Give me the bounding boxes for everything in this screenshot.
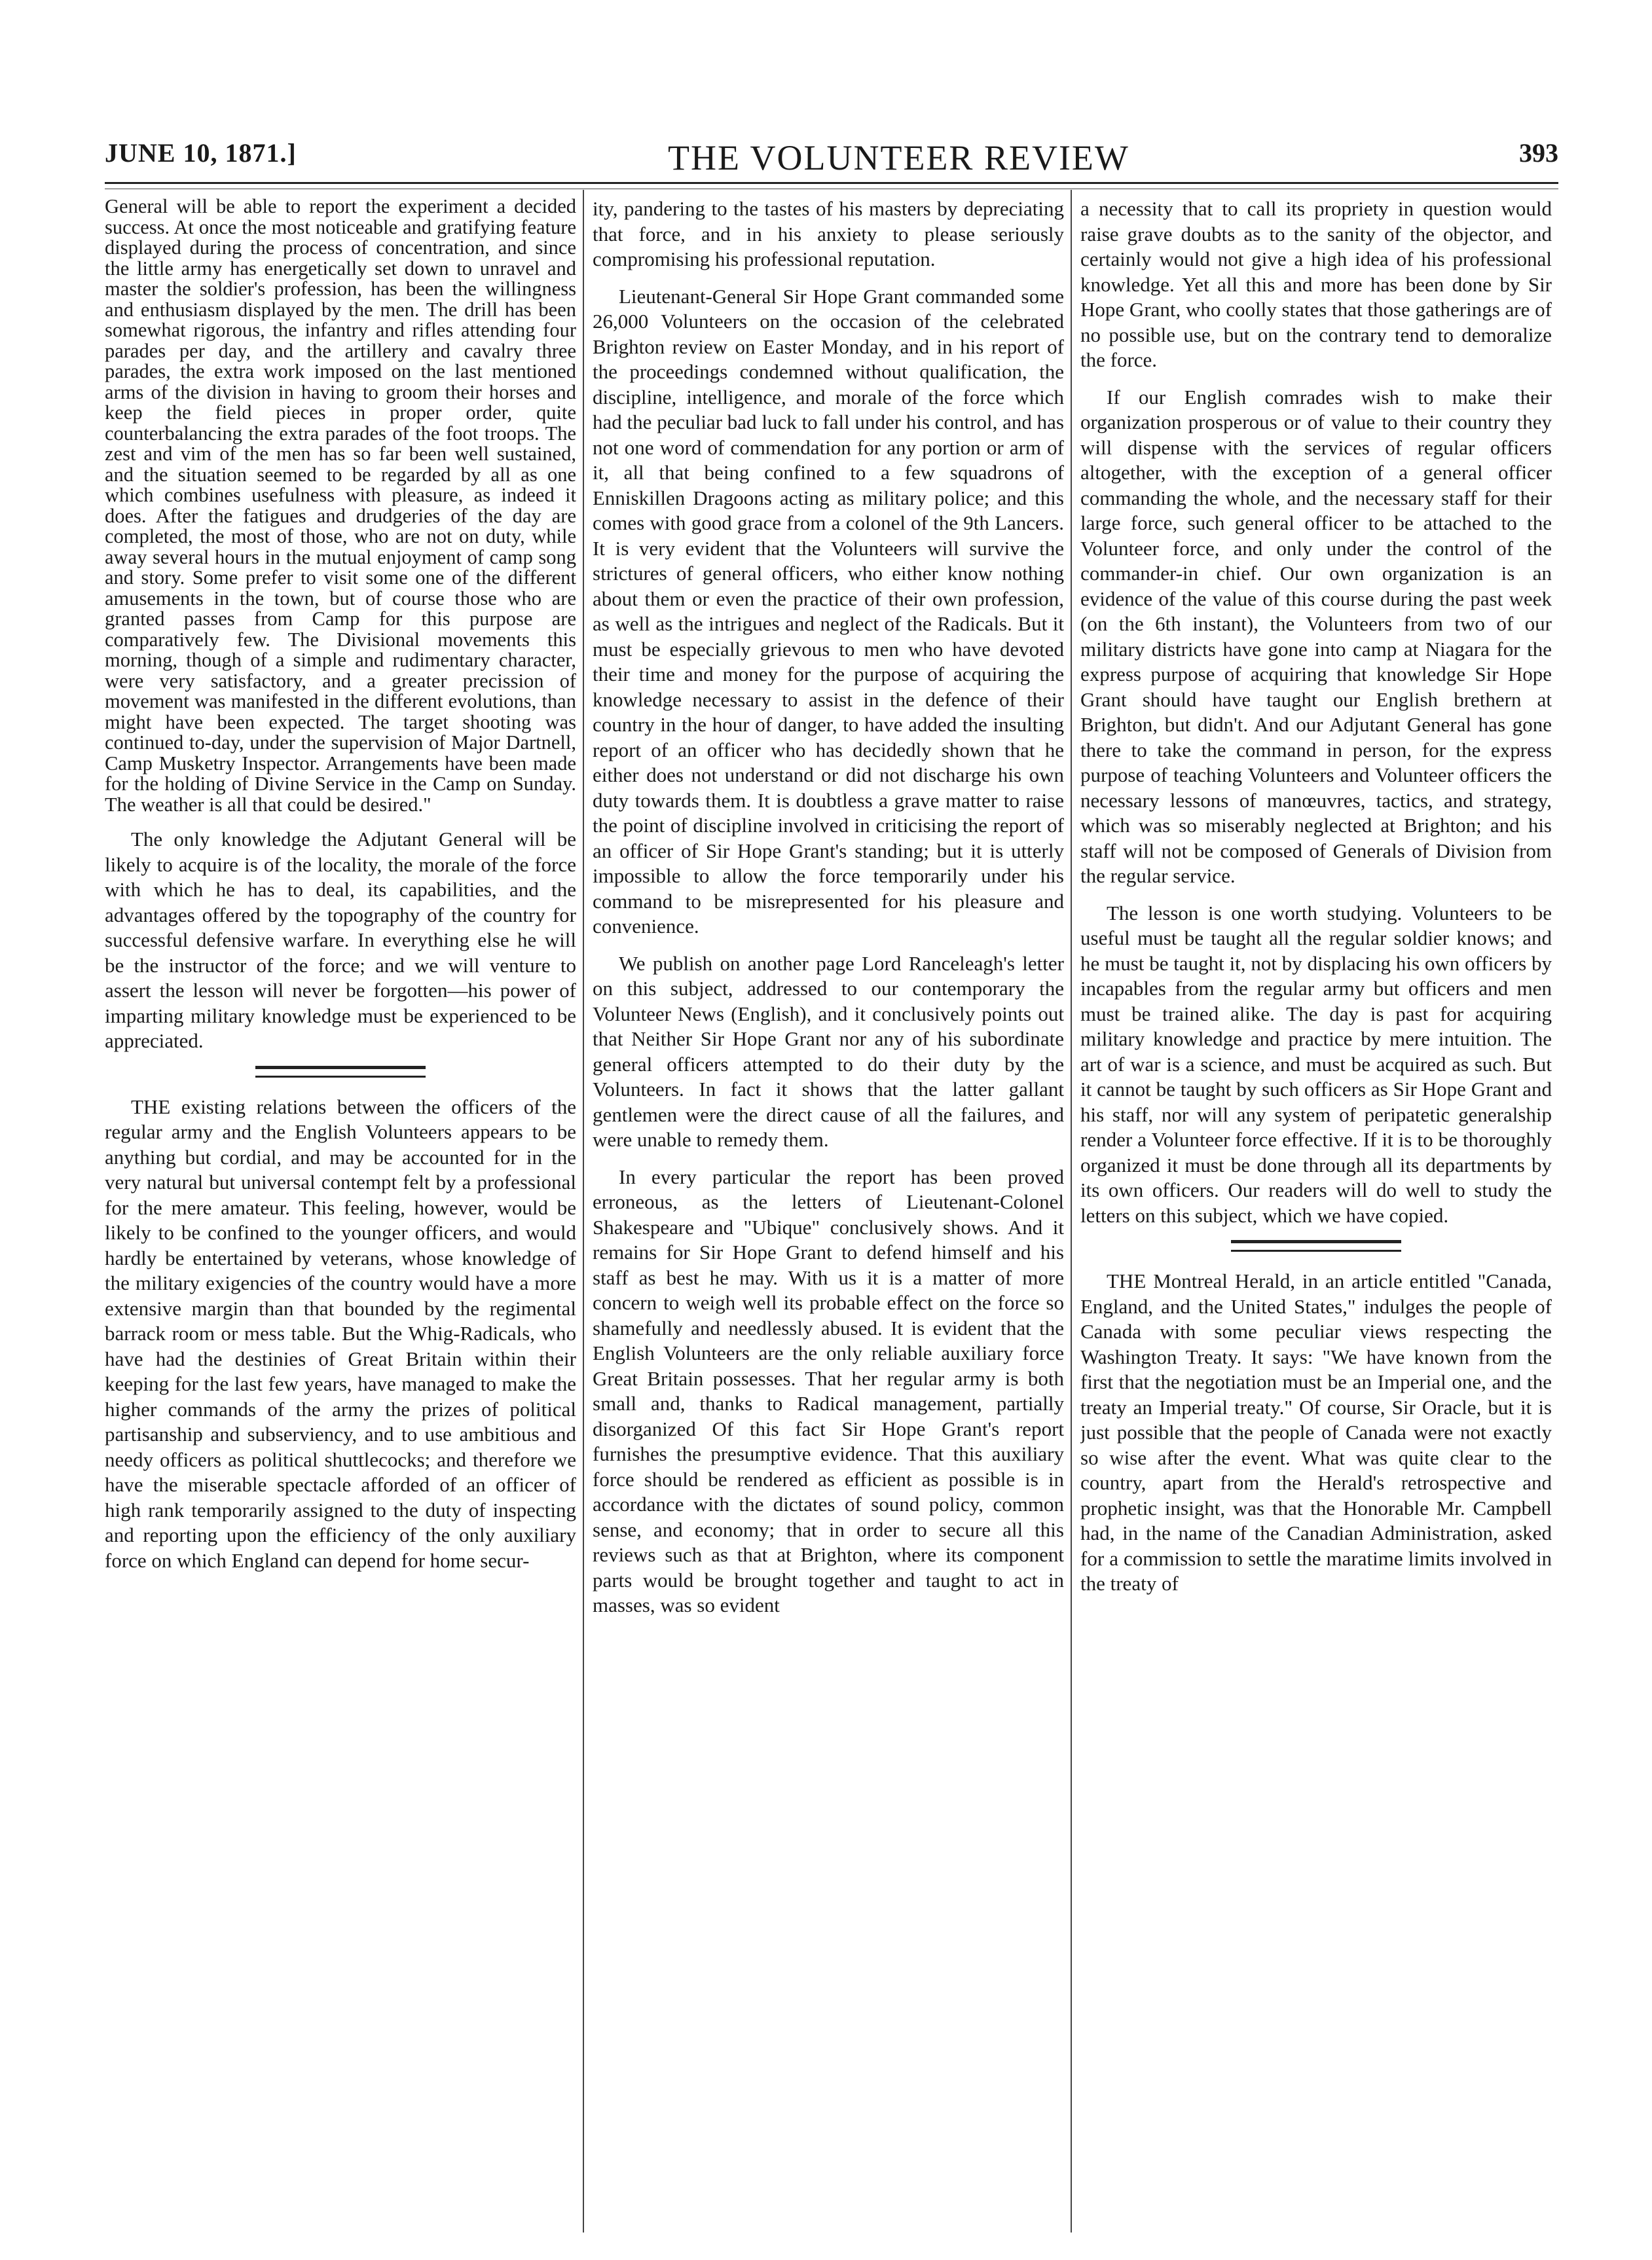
column-divider: [583, 190, 584, 2233]
article-paragraph: If our English comrades wish to make their organization prosperous or of value to their country they will dispense with the services of regular officers altogether, with the exception of a general officer commanding the whole, and the necessary staff for their large force, such general officer to be attached to the Volunteer force, and only under the control of the commander-in chief. Our own organization is an evidence of the value of this course during the past week (on the 6th instant), the Volunteers from two of our military districts have gone into camp at Niagara for the express purpose of acquiring that knowledge Sir Hope Grant should have taught our English brethern at Brighton, but didn't. And our Adjutant General has gone there to take the command in person, for the express purpose of teaching Volunteers and Volunteer officers the necessary lessons of manœuvres, tactics, and strategy, which was so miserably neglected at Brighton; and his staff will not be composed of Generals of Division from the regular service.: [1080, 385, 1552, 887]
publication-title: THE VOLUNTEER REVIEW: [668, 138, 1129, 177]
section-separator: [255, 1066, 426, 1078]
article-paragraph: Lieutenant-General Sir Hope Grant commanded some 26,000 Volunteers on the occasion of the celebrated Brighton review on Easter Monday, and in his report of the proceedings condemned without qualification, the discipline, intelligence, and morale of the force which had the peculiar bad luck to fall under his control, and has not one word of commendation for any portion or arm of it, all that being confined to a few squadrons of Enniskillen Dragoons acting as military police; and this comes with good grace from a colonel of the 9th Lancers. It is very evident that the Volunteers will survive the strictures of general officers, who either know nothing about them or even the practice of their own profession, as well as the intrigues and neglect of the Radicals. But it must be especially grievous to men who have devoted their time and money for the purpose of acquiring the knowledge necessary to assist in the defence of their country in the hour of danger, to have added the insulting report of an officer who has decidedly shown that he either does not understand or did not discharge his own duty towards them. It is doubtless a grave matter to raise the point of discipline involved in criticising the report of an officer of Sir Hope Grant's standing; but it is utterly impossible to allow the force temporarily under his command to be misrepresented for his pleasure and convenience.: [593, 284, 1064, 938]
article-paragraph: In every particular the report has been proved erroneous, as the letters of Lieutenant-Colonel Shakespeare and "Ubique" conclusively shows. And it remains for Sir Hope Grant to defend himself and his staff as best he may. With us it is a matter of more concern to weigh well its probable effect on the force so shamefully and needlessly abused. It is evident that the English Volunteers are the only reliable auxiliary force Great Britain possesses. That her regular army is both small and, thanks to Radical management, partially disorganized Of this fact Sir Hope Grant's report furnishes the presumptive evidence. That this auxiliary force should be rendered as efficient as possible is in accordance with the dictates of sound policy, common sense, and economy; that in order to secure all this reviews such as that at Brighton, where its component parts would be brought together and taught to act in masses, was so evident: [593, 1165, 1064, 1616]
running-header: [105, 137, 1558, 183]
header-rule: [105, 182, 1558, 184]
column-3: [1080, 196, 1552, 2226]
column-2: [593, 196, 1064, 2226]
page-number: 393: [1519, 138, 1558, 168]
column-divider: [1071, 190, 1072, 2233]
section-separator: [1231, 1240, 1401, 1252]
article-paragraph: General will be able to report the experiment a decided success. At once the most noticeable and gratifying feature displayed during the process of concentration, and since the little army has energetically set down to unravel and master the soldier's profession, has been the willingness and enthusiasm displayed by the men. The drill has been somewhat rigorous, the infantry and rifles attending four parades per day, and the artillery and cavalry three parades, the extra work imposed on the last mentioned arms of the division in having to groom their horses and keep the field pieces in proper order, quite counterbalancing the extra parades of the foot troops. The zest and vim of the men has so far been well sustained, and the situation seemed to be regarded by all as one which combines usefulness with pleasure, as indeed it does. After the fatigues and drudgeries of the day are completed, the most of those, who are not on duty, while away several hours in the mutual enjoyment of camp song and story. Some prefer to visit some one of the different amusements in the town, but of course those who are granted passes from Camp for this purpose are comparatively few. The Divisional movements this morning, though of a simple and rudimentary character, were very satisfactory, and a greater precission of movement was manifested in the different evolutions, than might have been expected. The target shooting was continued to-day, under the supervision of Major Dartnell, Camp Musketry Inspector. Arrangements have been made for the holding of Divine Service in the Camp on Sunday. The weather is all that could be desired.": [105, 196, 576, 816]
article-paragraph: The lesson is one worth studying. Volunteers to be useful must be taught all the regular soldier knows; and he must be taught it, not by displacing his own officers by incapables from the regular army but officers and men must be trained alike. The day is past for acquiring military knowledge and practice by mere intuition. The art of war is a science, and must be acquired as such. But it cannot be taught by such officers as Sir Hope Grant and his staff, nor will any system of peripatetic generalship render a Volunteer force effective. If it is to be thoroughly organized it must be done through all its departments by its own officers. Our readers will do well to study the letters on this subject, which we have copied.: [1080, 901, 1552, 1227]
article-paragraph: We publish on another page Lord Ranceleagh's letter on this subject, addressed to our contemporary the Volunteer News (English), and it conclusively points out that Neither Sir Hope Grant nor any of his subordinate general officers attempted to do their duty by the Volunteers. In fact it shows that the latter gallant gentlemen were the direct cause of all the failures, and were unable to remedy them.: [593, 951, 1064, 1151]
article-paragraph: ity, pandering to the tastes of his masters by depreciating that force, and in his anxiety to please seriously compromising his professional reputation.: [593, 197, 1064, 270]
article-paragraph: The only knowledge the Adjutant General will be likely to acquire is of the locality, the morale of the force with which he has to deal, its capabilities, and the advantages offered by the topography of the country for successful defensive warfare. In everything else he will be the instructor of the force; and we will venture to assert the lesson will never be forgotten—his power of imparting military knowledge must be experienced to be appreciated.: [105, 828, 576, 1052]
issue-date: JUNE 10, 1871.]: [105, 138, 297, 168]
article-paragraph: a necessity that to call its propriety in question would raise grave doubts as to the sanity of the objector, and certainly would not give a high idea of his professional knowledge. Yet all this and more has been done by Sir Hope Grant, who coolly states that those gatherings are of no possible use, but on the contrary tend to demoralize the force.: [1080, 197, 1552, 371]
article-paragraph: THE existing relations between the officers of the regular army and the English Volunteers appears to be anything but cordial, and may be accounted for in the very natural but universal contempt felt by a professional for the mere amateur. This feeling, however, would be likely to be confined to the younger officers, and would hardly be entertained by veterans, whose knowledge of the military exigencies of the country would have a more extensive margin than that bounded by the regimental barrack room or mess table. But the Whig-Radicals, who have had the destinies of Great Britain within their keeping for the last few years, have managed to make the higher commands of the army the prizes of political partisanship and subserviency, and to use ambitious and needy officers as political shuttlecocks; and therefore we have the miserable spectacle afforded of an officer of high rank temporarily assigned to the duty of inspecting and reporting upon the efficiency of the only auxiliary force on which England can depend for home secur-: [105, 1095, 576, 1572]
column-1: [105, 196, 576, 2226]
article-paragraph: THE Montreal Herald, in an article entitled "Canada, England, and the United States," indulges the people of Canada with some peculiar views respecting the Washington Treaty. It says: "We have known from the first that the negotiation must be an Imperial one, and the treaty an Imperial treaty." Of course, Sir Oracle, but it is just possible that the people of Canada were not exactly so wise after the event. What was quite clear to the country, apart from the Herald's retrospective and prophetic insight, was that the Honorable Mr. Campbell had, in the name of the Canadian Administration, asked for a commission to settle the maratime limits involved in the treaty of: [1080, 1269, 1552, 1595]
